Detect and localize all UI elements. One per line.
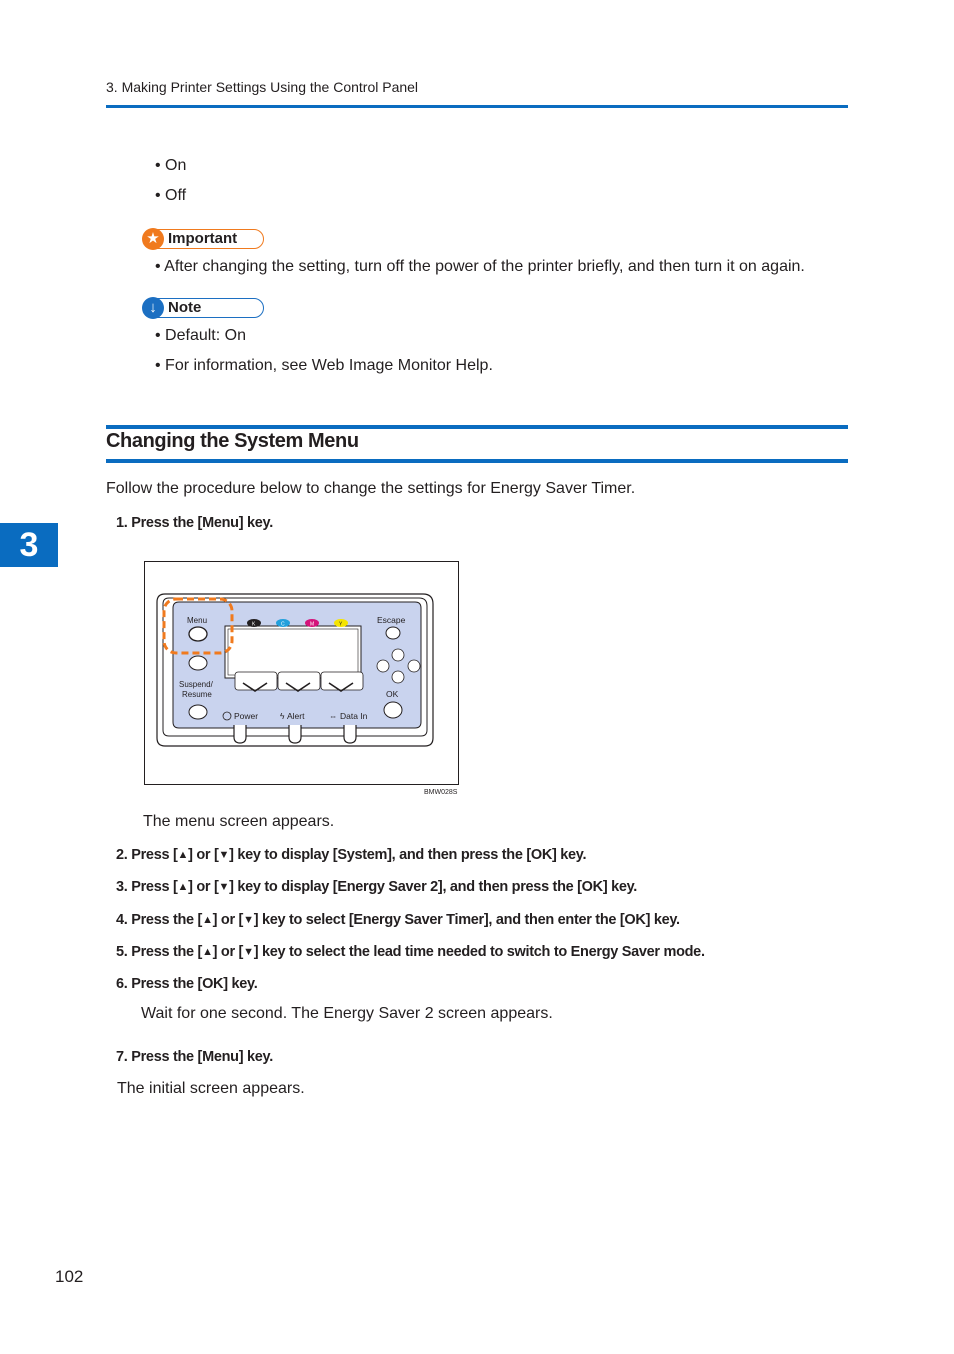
section-rule-bottom bbox=[106, 459, 848, 463]
step-1: 1. Press the [Menu] key. bbox=[116, 515, 273, 531]
step-1-result: The menu screen appears. bbox=[143, 813, 335, 830]
arrow-down-icon: ↓ bbox=[142, 297, 164, 319]
running-header: 3. Making Printer Settings Using the Control Panel bbox=[106, 79, 419, 95]
down-arrow-icon: ▼ bbox=[243, 946, 254, 958]
down-key-icon bbox=[392, 671, 404, 683]
important-label: Important bbox=[168, 230, 238, 247]
svg-text:M: M bbox=[310, 621, 315, 628]
menu-key-label: Menu bbox=[187, 616, 208, 625]
up-arrow-icon: ▲ bbox=[202, 946, 213, 958]
svg-text:Resume: Resume bbox=[182, 690, 212, 699]
down-arrow-icon: ▼ bbox=[243, 914, 254, 926]
up-arrow-icon: ▲ bbox=[177, 849, 189, 861]
up-arrow-icon: ▲ bbox=[202, 914, 213, 926]
svg-text:ϟ: ϟ bbox=[280, 711, 285, 721]
note-label: Note bbox=[168, 299, 202, 316]
svg-text:OK: OK bbox=[386, 689, 399, 699]
section-rule-top bbox=[106, 425, 848, 429]
svg-text:⇔: ⇔ bbox=[329, 711, 338, 721]
step-2: 2. Press [▲] or [▼] key to display [System], and then press the [OK] key. bbox=[116, 847, 587, 863]
chapter-tab: 3 bbox=[0, 523, 58, 567]
svg-text:Data In: Data In bbox=[340, 711, 368, 721]
svg-text:Alert: Alert bbox=[287, 711, 305, 721]
figure-code: BMW028S bbox=[424, 789, 458, 796]
svg-text:Suspend/: Suspend/ bbox=[179, 680, 213, 689]
right-key-icon bbox=[408, 660, 420, 672]
left-key-icon bbox=[377, 660, 389, 672]
menu-key bbox=[189, 627, 207, 641]
step-4: 4. Press the [▲] or [▼] key to select [Energy Saver Timer], and then enter the [OK] key. bbox=[116, 912, 680, 928]
down-arrow-icon: ▼ bbox=[218, 849, 230, 861]
option-on: • On bbox=[155, 157, 187, 174]
step-6: 6. Press the [OK] key. bbox=[116, 976, 258, 992]
option-off: • Off bbox=[155, 187, 187, 204]
step-7: 7. Press the [Menu] key. bbox=[116, 1049, 273, 1065]
down-arrow-icon: ▼ bbox=[218, 881, 230, 893]
svg-text:Y: Y bbox=[339, 621, 343, 628]
important-badge bbox=[143, 229, 264, 249]
section-title: Changing the System Menu bbox=[106, 430, 359, 452]
step-5: 5. Press the [▲] or [▼] key to select the lead time needed to switch to Energy Saver mode. bbox=[116, 944, 705, 960]
section-intro: Follow the procedure below to change the settings for Energy Saver Timer. bbox=[106, 480, 636, 497]
up-key-icon bbox=[392, 649, 404, 661]
svg-text:Escape: Escape bbox=[377, 615, 406, 625]
note-item: • Default: On bbox=[155, 327, 246, 344]
page-number: 102 bbox=[55, 1267, 84, 1286]
header-rule bbox=[106, 105, 848, 108]
svg-text:C: C bbox=[281, 621, 285, 628]
note-item: • For information, see Web Image Monitor Help. bbox=[155, 357, 493, 374]
svg-text:K: K bbox=[252, 621, 256, 628]
step-3: 3. Press [▲] or [▼] key to display [Energy Saver 2], and then press the [OK] key. bbox=[116, 879, 638, 895]
svg-text:Power: Power bbox=[234, 711, 259, 721]
step-7-result: The initial screen appears. bbox=[117, 1080, 305, 1097]
up-arrow-icon: ▲ bbox=[177, 881, 189, 893]
control-panel-illustration bbox=[145, 562, 458, 784]
important-item: • After changing the setting, turn off the power of the printer briefly, and then turn it on again. bbox=[155, 258, 805, 275]
step-6-result: Wait for one second. The Energy Saver 2 screen appears. bbox=[141, 1005, 553, 1022]
control-panel-figure bbox=[144, 561, 459, 785]
note-badge bbox=[143, 298, 264, 318]
star-icon: ★ bbox=[142, 228, 164, 250]
